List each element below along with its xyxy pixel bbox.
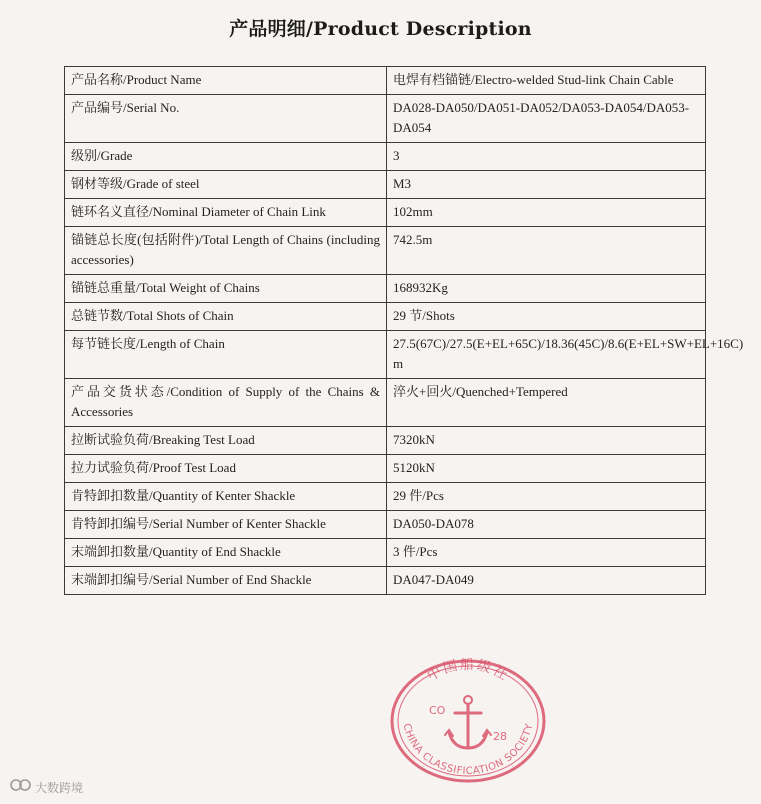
row-value: 742.5m (387, 227, 706, 275)
table-row (65, 303, 706, 331)
row-value: 27.5(67C)/27.5(E+EL+65C)/18.36(45C)/8.6(E+EL+SW+EL+16C) m (387, 331, 706, 379)
row-value: DA050-DA078 (387, 511, 706, 539)
row-label: 级别/Grade (65, 143, 387, 171)
row-value: M3 (387, 171, 706, 199)
stamp-bottom-text: CHINA CLASSIFICATION SOCIETY (400, 722, 536, 778)
row-label: 总链节数/Total Shots of Chain (65, 303, 387, 331)
table-row (65, 427, 706, 455)
row-value: 5120kN (387, 455, 706, 483)
row-label: 肯特卸扣编号/Serial Number of Kenter Shackle (65, 511, 387, 539)
stamp-left-mark: CO (429, 704, 446, 717)
page-title: 产品明细/Product Description (229, 18, 532, 40)
table-row (65, 227, 706, 275)
row-value: 168932Kg (387, 275, 706, 303)
row-label: 锚链总长度(包括附件)/Total Length of Chains (including accessories) (65, 227, 387, 275)
table-row (65, 95, 706, 143)
table-row (65, 539, 706, 567)
ccs-stamp (389, 658, 547, 784)
table-row (65, 171, 706, 199)
table-row (65, 275, 706, 303)
stamp-right-mark: 28 (493, 730, 507, 743)
row-label: 锚链总重量/Total Weight of Chains (65, 275, 387, 303)
anchor-icon (445, 696, 491, 748)
row-label: 产品名称/Product Name (65, 67, 387, 95)
row-label: 拉断试验负荷/Breaking Test Load (65, 427, 387, 455)
row-label: 产品交货状态/Condition of Supply of the Chains & Accessories (65, 379, 387, 427)
row-label: 末端卸扣数量/Quantity of End Shackle (65, 539, 387, 567)
row-label: 末端卸扣编号/Serial Number of End Shackle (65, 567, 387, 595)
row-value: 102mm (387, 199, 706, 227)
product-description-table (64, 66, 744, 595)
row-label: 链环名义直径/Nominal Diameter of Chain Link (65, 199, 387, 227)
table-row (65, 143, 706, 171)
row-value: 3 (387, 143, 706, 171)
table-row (65, 331, 706, 379)
table-row (65, 567, 706, 595)
watermark-text: 大数跨境 (35, 781, 84, 795)
table-row (65, 511, 706, 539)
row-value: 3 件/Pcs (387, 539, 706, 567)
svg-text:中国船级社 (424, 658, 512, 685)
row-label: 每节链长度/Length of Chain (65, 331, 387, 379)
table-row (65, 199, 706, 227)
row-label: 产品编号/Serial No. (65, 95, 387, 143)
row-value: 淬火+回火/Quenched+Tempered (387, 379, 706, 427)
row-value: 29 件/Pcs (387, 483, 706, 511)
stamp-top-text: 中国船级社 (424, 658, 512, 685)
row-value: 电焊有档锚链/Electro-welded Stud-link Chain Cable (387, 67, 706, 95)
table-row (65, 455, 706, 483)
watermark (10, 778, 83, 796)
row-value: 7320kN (387, 427, 706, 455)
row-value: DA047-DA049 (387, 567, 706, 595)
table-row (65, 483, 706, 511)
row-value: 29 节/Shots (387, 303, 706, 331)
table-row (65, 67, 706, 95)
row-label: 肯特卸扣数量/Quantity of Kenter Shackle (65, 483, 387, 511)
watermark-logo-icon (10, 778, 32, 795)
row-label: 拉力试验负荷/Proof Test Load (65, 455, 387, 483)
row-value: DA028-DA050/DA051-DA052/DA053-DA054/DA053-DA054 (387, 95, 706, 143)
row-label: 钢材等级/Grade of steel (65, 171, 387, 199)
table-row (65, 379, 706, 427)
